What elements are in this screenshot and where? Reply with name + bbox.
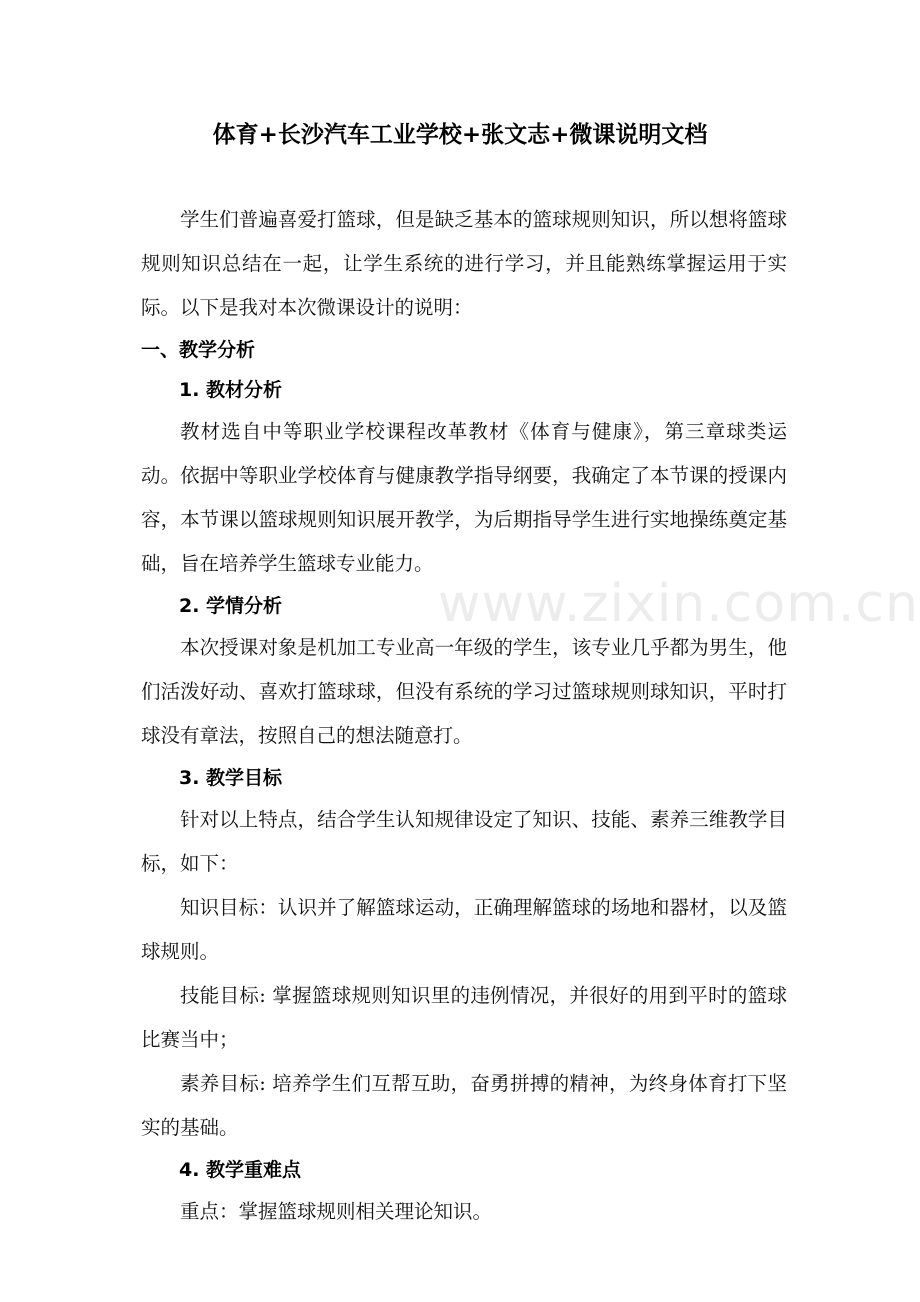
subheading-key-difficult-points: 4. 教学重难点	[179, 1159, 302, 1181]
textbook-analysis-paragraph: 教材选自中等职业学校课程改革教材《体育与健康》，第三章球类运动。依据中等职业学校体育与健康教学指导纲要，我确定了本节课的授课内容，本节课以篮球规则知识展开教学，为后期指导学生进行实地操练奠定基础，旨在培养学生篮球专业能力。	[141, 420, 787, 575]
section-heading-teaching-analysis: 一、教学分析	[141, 339, 256, 361]
subheading-student-analysis: 2. 学情分析	[179, 595, 283, 617]
document-title: 体育+长沙汽车工业学校+张文志+微课说明文档	[212, 122, 708, 148]
subheading-textbook-analysis: 1. 教材分析	[179, 379, 283, 401]
literacy-goal-paragraph: 素养目标: 培养学生们互帮互助，奋勇拼搏的精神，为终身体育打下坚实的基础。	[141, 1072, 787, 1139]
student-analysis-paragraph: 本次授课对象是机加工专业高一年级的学生，该专业几乎都为男生，他们活泼好动、喜欢打篮球球，但没有系统的学习过篮球规则球知识，平时打球没有章法，按照自己的想法随意打。	[141, 636, 787, 747]
teaching-goals-paragraph: 针对以上特点，结合学生认知规律设定了知识、技能、素养三维教学目标，如下：	[141, 808, 787, 875]
skill-goal-paragraph: 技能目标: 掌握篮球规则知识里的违例情况，并很好的用到平时的篮球比赛当中；	[141, 984, 787, 1051]
watermark-text: www.zixin.com.cn	[438, 574, 919, 634]
document-body	[141, 198, 787, 1234]
key-point-paragraph: 重点：掌握篮球规则相关理论知识。	[180, 1200, 493, 1223]
subheading-teaching-goals: 3. 教学目标	[179, 767, 283, 789]
intro-paragraph: 学生们普遍喜爱打篮球，但是缺乏基本的篮球规则知识，所以想将篮球规则知识总结在一起，让学生系统的进行学习，并且能熟练掌握运用于实际。以下是我对本次微课设计的说明：	[141, 208, 787, 319]
knowledge-goal-paragraph: 知识目标：认识并了解篮球运动，正确理解篮球的场地和器材，以及篮球规则。	[141, 896, 787, 963]
